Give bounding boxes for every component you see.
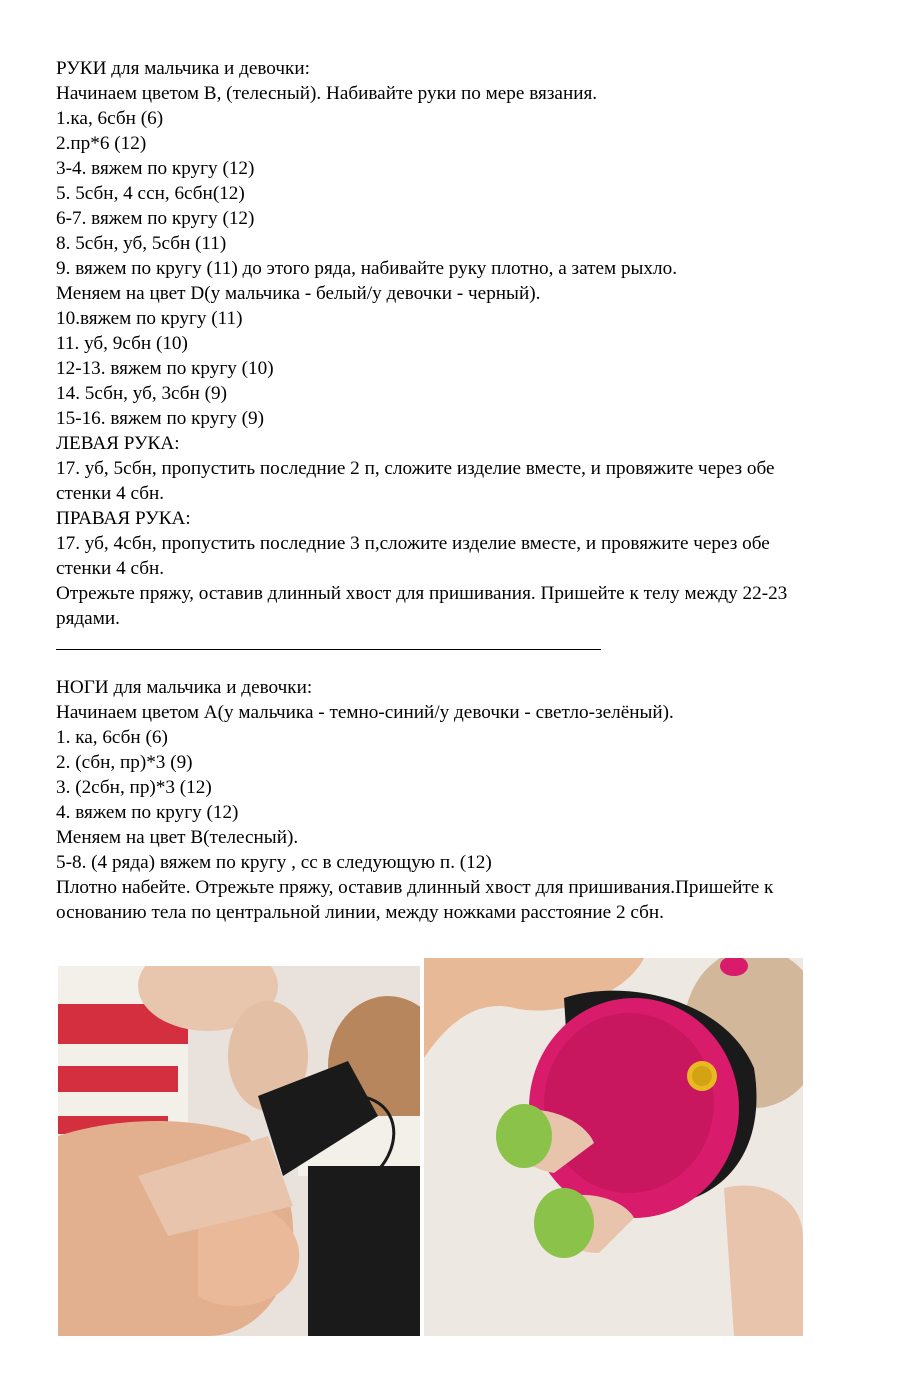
arms-line: 12-13. вяжем по кругу (10) (56, 358, 274, 379)
spacer (56, 650, 886, 675)
arms-line: 9. вяжем по кругу (11) до этого ряда, набивайте руку плотно, а затем рыхло. (56, 258, 677, 279)
crochet-arm-photo (58, 966, 420, 1344)
legs-title: НОГИ для мальчика и девочки: (56, 677, 313, 698)
legs-line: Меняем на цвет В(телесный). (56, 827, 299, 848)
legs-line: 1. ка, 6сбн (6) (56, 727, 168, 748)
arms-line: 15-16. вяжем по кругу (9) (56, 408, 264, 429)
arms-line: Начинаем цветом В, (телесный). Набивайте руки по мере вязания. (56, 83, 598, 104)
arms-line: 17. уб, 5сбн, пропустить последние 2 п, сложите изделие вместе, и провяжите через обе (56, 458, 775, 479)
arms-line: рядами. (56, 608, 120, 629)
document-page (56, 56, 886, 925)
arms-line: 2.пр*6 (12) (56, 133, 147, 154)
arms-line: 14. 5сбн, уб, 3сбн (9) (56, 383, 227, 404)
arms-line: 8. 5сбн, уб, 5сбн (11) (56, 233, 227, 254)
arms-line: 3-4. вяжем по кругу (12) (56, 158, 255, 179)
arms-line: Отрежьте пряжу, оставив длинный хвост для пришивания. Пришейте к телу между 22-23 (56, 583, 788, 604)
legs-line: Начинаем цветом А(у мальчика - темно-синий/у девочки - светло-зелёный). (56, 702, 674, 723)
crochet-legs-photo (424, 958, 803, 1336)
arms-line: 1.ка, 6сбн (6) (56, 108, 164, 129)
arms-line: стенки 4 сбн. (56, 558, 165, 579)
legs-line: Плотно набейте. Отрежьте пряжу, оставив длинный хвост для пришивания.Пришейте к (56, 877, 774, 898)
legs-line: 3. (2сбн, пр)*3 (12) (56, 777, 212, 798)
legs-line: 4. вяжем по кругу (12) (56, 802, 239, 823)
arms-line: 6-7. вяжем по кругу (12) (56, 208, 255, 229)
arms-line: 17. уб, 4сбн, пропустить последние 3 п,сложите изделие вместе, и провяжите через обе (56, 533, 770, 554)
right-arm-heading: ПРАВАЯ РУКА: (56, 508, 191, 529)
arms-title: РУКИ для мальчика и девочки: (56, 58, 310, 79)
photo-strip (58, 958, 803, 1336)
legs-line: 2. (сбн, пр)*3 (9) (56, 752, 193, 773)
arms-line: стенки 4 сбн. (56, 483, 165, 504)
arms-section (56, 56, 886, 631)
left-arm-heading: ЛЕВАЯ РУКА: (56, 433, 180, 454)
arms-line: 11. уб, 9сбн (10) (56, 333, 188, 354)
arms-line: Меняем на цвет D(у мальчика - белый/у девочки - черный). (56, 283, 541, 304)
legs-line: 5-8. (4 ряда) вяжем по кругу , сс в следующую п. (12) (56, 852, 492, 873)
arms-line: 5. 5сбн, 4 ссн, 6сбн(12) (56, 183, 245, 204)
legs-line: основанию тела по центральной линии, между ножками расстояние 2 сбн. (56, 902, 664, 923)
legs-section (56, 675, 886, 925)
arms-line: 10.вяжем по кругу (11) (56, 308, 243, 329)
